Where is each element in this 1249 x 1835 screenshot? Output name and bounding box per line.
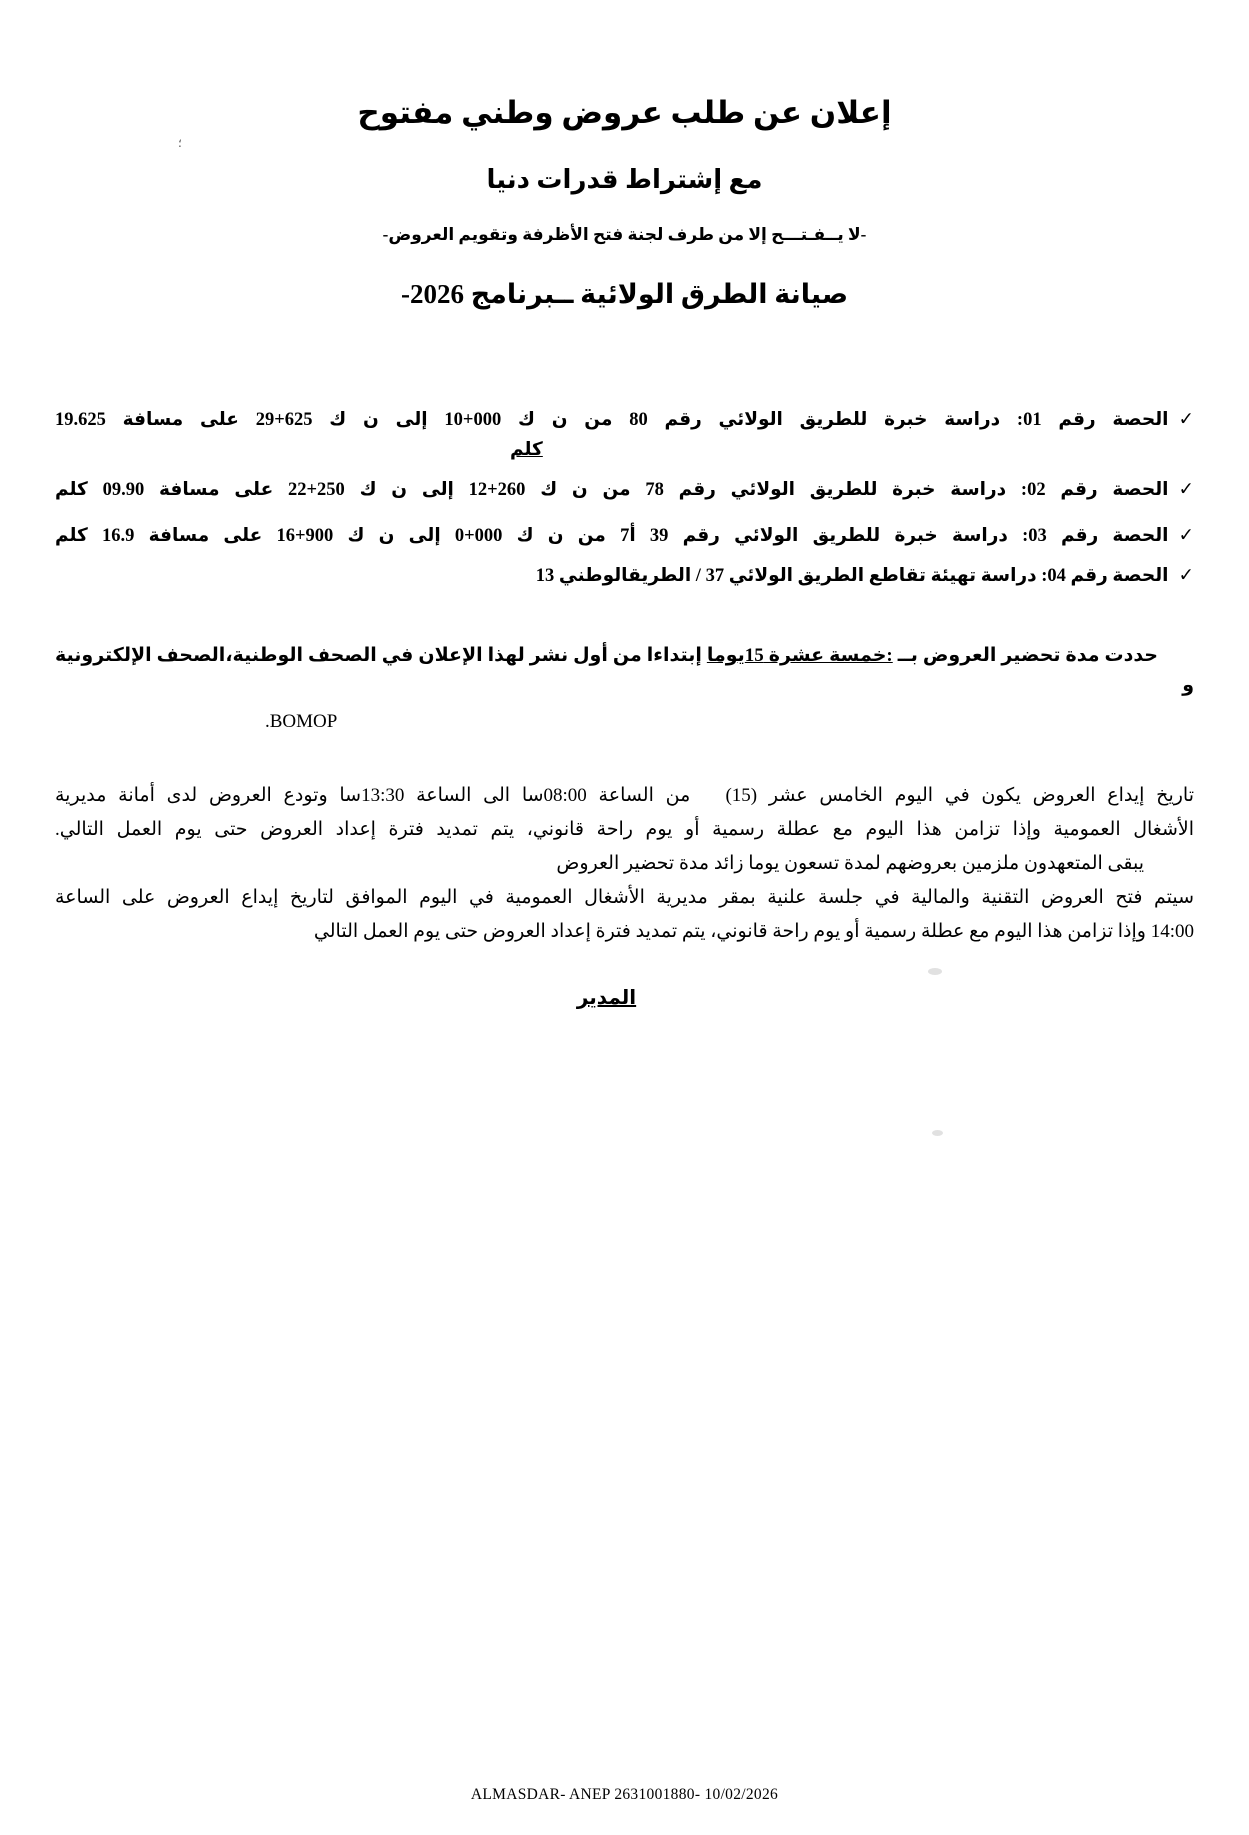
lot-1-unit: كلم [510,440,543,460]
lot-item-1 [55,405,1194,435]
lot-item-3 [55,521,1194,551]
prep-lead: حددت مدة تحضير العروض بــ [892,645,1158,666]
bomop-line [55,707,1194,737]
lot-4-text: الحصة رقم 04: دراسة تهيئة تقاطع الطريق الولائي 37 / الطريقالوطني 13 [535,566,1169,586]
check-icon: ✓ [1178,480,1195,500]
deposit-line-4: سيتم فتح العروض التقنية والمالية في جلسة علنية بمقر مديرية الأشغال العمومية في اليوم الموافق لتاريخ إيداع العروض على الساعة [55,887,1194,908]
signature-text: المدير [576,987,637,1009]
prep-duration-underlined: :خمسة عشرة 15يوما [706,645,893,666]
prep-rest: إبتداءا من أول نشر لهذا الإعلان في الصحف الوطنية،الصحف الإلكترونية و [55,645,1194,696]
signature [37,985,1176,1010]
program-title: صيانة الطرق الولائية ــبرنامج 2026- [400,279,849,309]
notice-title: إعلان عن طلب عروض وطني مفتوح [357,95,892,130]
lots-list [55,405,1194,591]
lot-3-text: الحصة رقم 03: دراسة خبرة للطريق الولائي رقم 39 أ7 من ن ك 000+0 إلى ن ك 900+16 على مسافة 16.9 كلم [55,526,1169,546]
scan-smudge [928,968,942,975]
lot-2-text: الحصة رقم 02: دراسة خبرة للطريق الولائي رقم 78 من ن ك 260+12 إلى ن ك 250+22 على مسافة 09.90 كلم [55,480,1169,500]
deposit-line-3: يبقى المتعهدون ملزمين بعروضهم لمدة تسعون يوما زائد مدة تحضير العروض [556,853,1144,874]
check-icon: ✓ [1178,526,1195,546]
bomop-text: BOMOP. [265,711,338,732]
notice-body [55,95,1194,1010]
footer-reference: ALMASDAR- ANEP 2631001880- 10/02/2026 [470,1786,779,1803]
lot-1-wrap-line [55,435,1194,465]
lot-1-text: الحصة رقم 01: دراسة خبرة للطريق الولائي رقم 80 من ن ك 000+10 إلى ن ك 625+29 على مسافة 19.625 [55,410,1169,430]
scan-artifact-mark: ؛ [178,136,182,150]
opening-committee-note: -لا يــفـتـــح إلا من طرف لجنة فتح الأظرفة وتقويم العروض- [382,225,867,244]
lot-item-2 [55,475,1194,505]
notice-subtitle: مع إشتراط قدرات دنيا [486,165,763,194]
scan-smudge [932,1130,943,1136]
check-icon: ✓ [1178,410,1194,430]
deposit-paragraph [55,779,1194,949]
lot-item-4 [55,561,1194,591]
deposit-line-5: 14:00 وإذا تزامن هذا اليوم مع عطلة رسمية أو يوم راحة قانوني، يتم تمديد فترة إعداد العروض حتى يوم العمل التالي [313,921,1194,942]
check-icon: ✓ [1178,566,1194,586]
deposit-line-2: الأشغال العمومية وإذا تزامن هذا اليوم مع عطلة رسمية أو يوم راحة قانوني، يتم تمديد فترة إعداد العروض حتى يوم العمل التالي. [55,819,1194,840]
preparation-period-paragraph [55,641,1194,701]
deposit-line-1: تاريخ إيداع العروض يكون في اليوم الخامس عشر (15) من الساعة 08:00سا الى الساعة 13:30سا وتودع العروض لدى أمانة مديرية [55,785,1194,806]
